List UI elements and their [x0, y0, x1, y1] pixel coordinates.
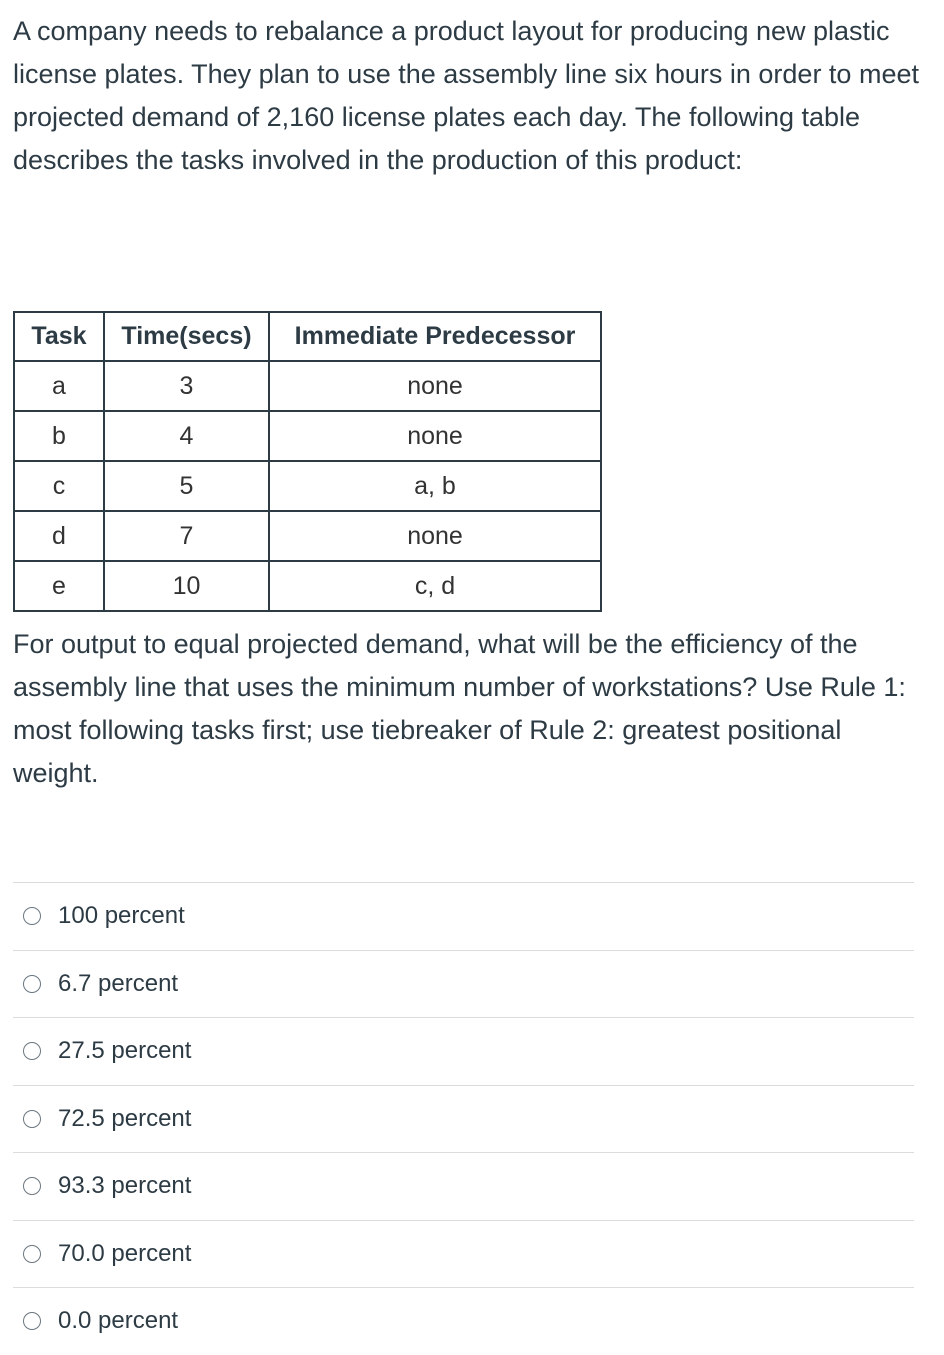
answer-option-0-0[interactable] [13, 1287, 914, 1355]
answer-label: 100 percent [58, 902, 185, 930]
answer-label: 72.5 percent [58, 1104, 192, 1132]
radio-button-icon[interactable] [23, 1042, 41, 1060]
predecessor-cell: none [269, 511, 601, 561]
radio-button-icon[interactable] [23, 907, 41, 925]
header-predecessor: Immediate Predecessor [269, 312, 601, 361]
answer-label: 6.7 percent [58, 969, 179, 997]
answer-option-100[interactable] [13, 882, 914, 950]
table-header-row [14, 312, 601, 361]
task-cell: b [14, 411, 104, 461]
predecessor-cell: none [269, 411, 601, 461]
table-row [14, 461, 601, 511]
time-cell: 5 [104, 461, 269, 511]
answer-label: 70.0 percent [58, 1239, 192, 1267]
task-cell: a [14, 361, 104, 411]
answer-option-93-3[interactable] [13, 1152, 914, 1220]
time-cell: 7 [104, 511, 269, 561]
time-cell: 3 [104, 361, 269, 411]
answer-option-72-5[interactable] [13, 1085, 914, 1153]
table-row [14, 561, 601, 611]
answer-label: 0.0 percent [58, 1307, 179, 1335]
table-row [14, 511, 601, 561]
table-row [14, 361, 601, 411]
question-intro: A company needs to rebalance a product layout for producing new plastic license plates. They plan to use the assembly line six hours in order to meet projected demand of 2,160 license plates each day. The following table describes the tasks involved in the production of this product: [13, 16, 919, 175]
answer-label: 93.3 percent [58, 1172, 192, 1200]
answer-option-6-7[interactable] [13, 950, 914, 1018]
task-table [13, 311, 602, 612]
task-cell: d [14, 511, 104, 561]
predecessor-cell: c, d [269, 561, 601, 611]
task-cell: c [14, 461, 104, 511]
time-cell: 4 [104, 411, 269, 461]
answer-list [13, 882, 914, 1355]
answer-option-70-0[interactable] [13, 1220, 914, 1288]
header-task: Task [14, 312, 104, 361]
answer-option-27-5[interactable] [13, 1017, 914, 1085]
answer-label: 27.5 percent [58, 1037, 192, 1065]
table-row [14, 411, 601, 461]
predecessor-cell: none [269, 361, 601, 411]
radio-button-icon[interactable] [23, 1245, 41, 1263]
header-time: Time(secs) [104, 312, 269, 361]
radio-button-icon[interactable] [23, 975, 41, 993]
question-prompt: For output to equal projected demand, what will be the efficiency of the assembly line that uses the minimum number of workstations? Use Rule 1: most following tasks first; use tiebreaker of Rule 2: greatest positional weight. [13, 629, 906, 788]
radio-button-icon[interactable] [23, 1177, 41, 1195]
radio-button-icon[interactable] [23, 1110, 41, 1128]
time-cell: 10 [104, 561, 269, 611]
predecessor-cell: a, b [269, 461, 601, 511]
task-cell: e [14, 561, 104, 611]
radio-button-icon[interactable] [23, 1312, 41, 1330]
